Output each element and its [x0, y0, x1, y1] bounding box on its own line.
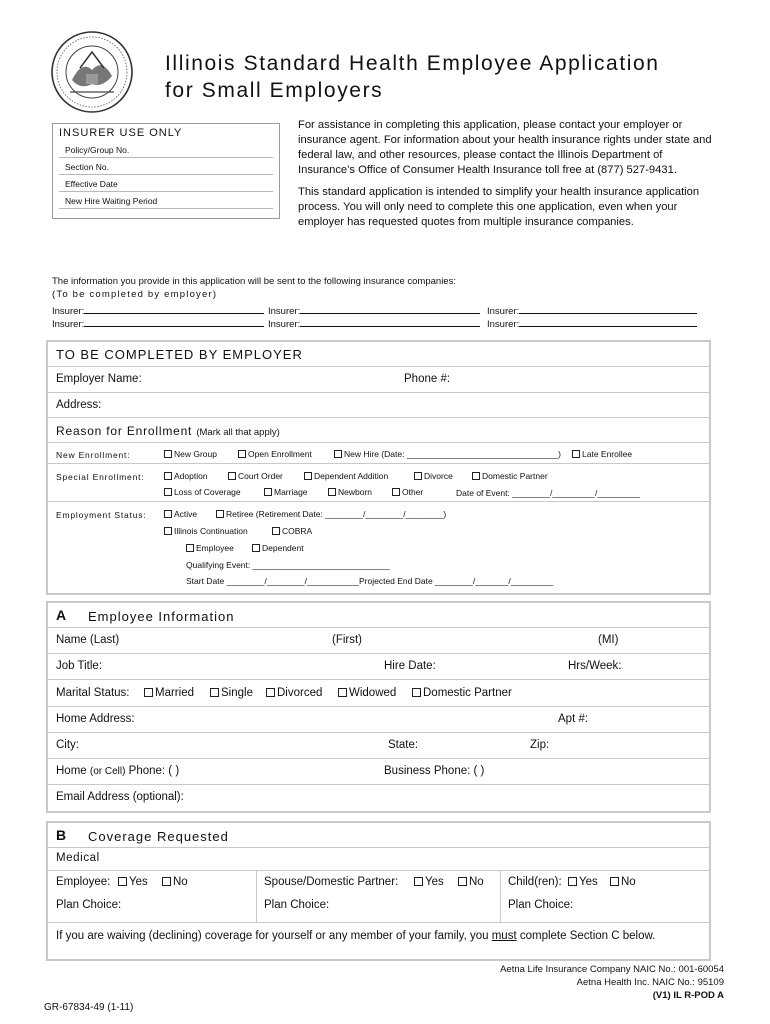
zip-field[interactable]: Zip:	[530, 739, 550, 751]
domestic-partner-checkbox[interactable]: Domestic Partner	[472, 471, 548, 481]
coverage-requested-section	[46, 821, 711, 961]
insurer-use-only-box	[52, 123, 280, 219]
newborn-checkbox[interactable]: Newborn	[328, 487, 372, 497]
employee-coverage-label: Employee:	[56, 876, 111, 888]
assistance-text	[298, 118, 718, 237]
date-of-event-field[interactable]: Date of Event: ________/_________/_________	[456, 488, 640, 498]
employer-section-header: TO BE COMPLETED BY EMPLOYER	[56, 347, 303, 362]
late-enrollee-checkbox[interactable]: Late Enrollee	[572, 449, 632, 459]
section-b-header: Coverage Requested	[88, 829, 229, 844]
start-end-date-fields[interactable]: Start Date ________/________/___________Projected End Date ________/_______/_________	[186, 576, 554, 586]
insurer-field[interactable]: Insurer:	[487, 317, 697, 330]
employee-no-checkbox[interactable]: No	[162, 876, 188, 888]
insurers-intro: The information you provide in this application will be sent to the following insurance companies:	[52, 276, 456, 287]
job-title-field[interactable]: Job Title:	[56, 660, 103, 672]
business-phone-field[interactable]: Business Phone: ( )	[384, 765, 485, 777]
section-no-field[interactable]: Section No.	[59, 159, 273, 175]
adoption-checkbox[interactable]: Adoption	[164, 471, 208, 481]
insurer-naic-info	[500, 963, 724, 1002]
state-field[interactable]: State:	[388, 739, 419, 751]
insurer-field[interactable]: Insurer:	[268, 317, 480, 330]
standard-application-paragraph: This standard application is intended to simplify your health insurance application process. You will only need to complete this one application, even when your employer has requested quotes from multiple insurance companies.	[298, 186, 700, 228]
home-address-field[interactable]: Home Address:	[56, 713, 135, 725]
children-yes-checkbox[interactable]: Yes	[568, 876, 598, 888]
email-field[interactable]: Email Address (optional):	[56, 791, 184, 803]
policy-group-field[interactable]: Policy/Group No.	[59, 142, 273, 158]
children-coverage-label: Child(ren):	[508, 876, 562, 888]
form-version: (V1) IL R-POD A	[652, 990, 724, 1001]
cont-dependent-checkbox[interactable]: Dependent	[252, 543, 304, 553]
children-plan-choice-field[interactable]: Plan Choice:	[508, 899, 574, 911]
divorced-checkbox[interactable]: Divorced	[266, 687, 322, 699]
new-enrollment-label: New Enrollment:	[56, 450, 131, 460]
name-mi-field[interactable]: (MI)	[598, 634, 619, 646]
children-no-checkbox[interactable]: No	[610, 876, 636, 888]
name-last-field[interactable]: Name (Last)	[56, 634, 120, 646]
insurer-field[interactable]: Insurer:	[52, 317, 264, 330]
name-first-field[interactable]: (First)	[332, 634, 363, 646]
loss-of-coverage-checkbox[interactable]: Loss of Coverage	[164, 487, 241, 497]
married-checkbox[interactable]: Married	[144, 687, 194, 699]
assistance-paragraph: For assistance in completing this application, please contact your employer or insurance agent. For information about your health insurance rights under state and federal law, and other resources, please contact the Illinois Department of Insurance’s Office of Consumer Health Insurance toll free at (877) 527-9431.	[298, 119, 712, 176]
employment-status-label: Employment Status:	[56, 510, 147, 520]
dependent-addition-checkbox[interactable]: Dependent Addition	[304, 471, 388, 481]
spouse-plan-choice-field[interactable]: Plan Choice:	[264, 899, 330, 911]
spouse-coverage-label: Spouse/Domestic Partner:	[264, 876, 399, 888]
retiree-checkbox[interactable]: Retiree (Retirement Date: ________/________/________)	[216, 509, 446, 519]
insurer-field[interactable]: Insurer:	[268, 304, 480, 317]
effective-date-field[interactable]: Effective Date	[59, 176, 273, 192]
spouse-yes-checkbox[interactable]: Yes	[414, 876, 444, 888]
marital-domestic-partner-checkbox[interactable]: Domestic Partner	[412, 687, 512, 699]
new-group-checkbox[interactable]: New Group	[164, 449, 217, 459]
city-field[interactable]: City:	[56, 739, 79, 751]
reason-for-enrollment-label: Reason for Enrollment (Mark all that apply)	[56, 424, 280, 438]
hrs-week-field[interactable]: Hrs/Week:	[568, 660, 622, 672]
aetna-health-naic: Aetna Health Inc. NAIC No.: 95109	[576, 977, 724, 988]
employer-section	[46, 340, 711, 595]
illinois-state-seal	[50, 30, 134, 114]
apt-field[interactable]: Apt #:	[558, 713, 589, 725]
insurer-field[interactable]: Insurer:	[52, 304, 264, 317]
employer-phone-field[interactable]: Phone #:	[404, 373, 451, 385]
court-order-checkbox[interactable]: Court Order	[228, 471, 283, 481]
qualifying-event-field[interactable]: Qualifying Event: _____________________________	[186, 560, 390, 570]
home-phone-field[interactable]: Home (or Cell) Phone: ( )	[56, 765, 180, 777]
employer-address-field[interactable]: Address:	[56, 399, 102, 411]
new-hire-waiting-field[interactable]: New Hire Waiting Period	[59, 193, 273, 209]
employee-plan-choice-field[interactable]: Plan Choice:	[56, 899, 122, 911]
illinois-continuation-checkbox[interactable]: Illinois Continuation	[164, 526, 248, 536]
new-hire-checkbox[interactable]: New Hire (Date: ________________________________)	[334, 449, 561, 459]
special-enrollment-label: Special Enrollment:	[56, 472, 145, 482]
form-id: GR-67834-49 (1-11)	[44, 1002, 134, 1013]
widowed-checkbox[interactable]: Widowed	[338, 687, 396, 699]
active-checkbox[interactable]: Active	[164, 509, 197, 519]
cont-employee-checkbox[interactable]: Employee	[186, 543, 234, 553]
form-title: Illinois Standard Health Employee Application for Small Employers	[165, 52, 660, 102]
marriage-checkbox[interactable]: Marriage	[264, 487, 308, 497]
employer-name-field[interactable]: Employer Name:	[56, 373, 142, 385]
aetna-life-naic: Aetna Life Insurance Company NAIC No.: 001-60054	[500, 964, 724, 975]
insurer-use-header: INSURER USE ONLY	[59, 127, 183, 139]
divorce-checkbox[interactable]: Divorce	[414, 471, 453, 481]
section-b-letter: B	[56, 827, 67, 843]
other-checkbox[interactable]: Other	[392, 487, 423, 497]
section-a-header: Employee Information	[88, 609, 235, 624]
spouse-no-checkbox[interactable]: No	[458, 876, 484, 888]
insurer-field[interactable]: Insurer:	[487, 304, 697, 317]
medical-label: Medical	[56, 852, 100, 864]
employee-yes-checkbox[interactable]: Yes	[118, 876, 148, 888]
waiver-notice: If you are waiving (declining) coverage for yourself or any member of your family, you must complete Section C below.	[56, 930, 656, 942]
open-enrollment-checkbox[interactable]: Open Enrollment	[238, 449, 312, 459]
cobra-checkbox[interactable]: COBRA	[272, 526, 312, 536]
single-checkbox[interactable]: Single	[210, 687, 253, 699]
section-a-letter: A	[56, 607, 67, 623]
insurers-intro-note: (To be completed by employer)	[52, 289, 218, 300]
employee-information-section	[46, 601, 711, 813]
marital-status-label: Marital Status:	[56, 687, 130, 699]
hire-date-field[interactable]: Hire Date:	[384, 660, 436, 672]
